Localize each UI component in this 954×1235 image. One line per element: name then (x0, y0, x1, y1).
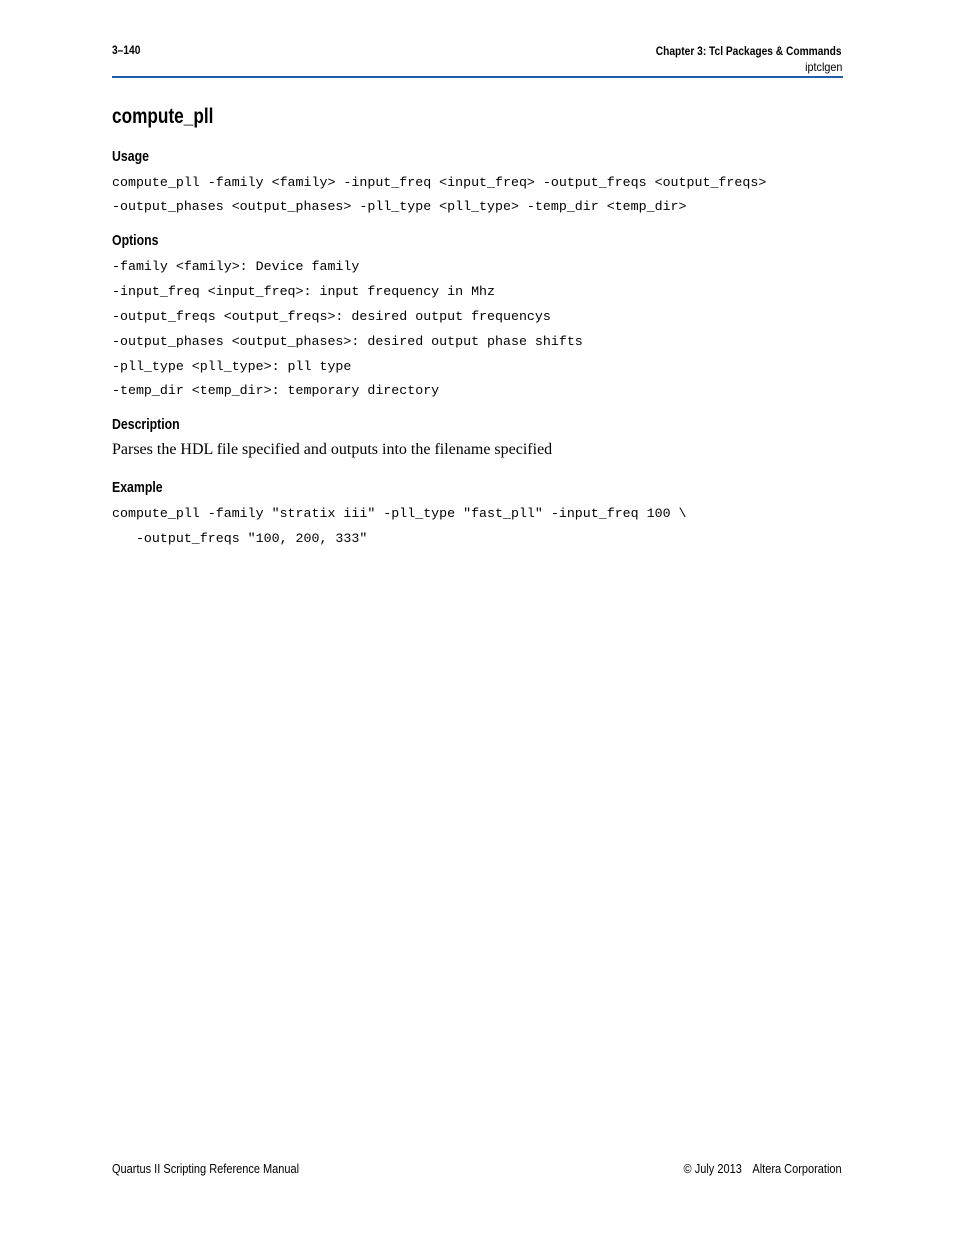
example-heading: Example (112, 479, 163, 496)
example-line: compute_pll -family "stratix iii" -pll_type "fast_pll" -input_freq 100 \ (112, 506, 687, 521)
options-heading: Options (112, 232, 159, 249)
company-name: Altera Corporation (752, 1162, 842, 1176)
page-number: 3–140 (112, 43, 141, 57)
footer-right (662, 1162, 842, 1176)
command-title: compute_pll (112, 105, 214, 128)
option-line-pll-type: -pll_type <pll_type>: pll type (112, 359, 352, 374)
copyright-date: © July 2013 (683, 1162, 743, 1176)
option-line-input-freq: -input_freq <input_freq>: input frequency in Mhz (112, 284, 496, 299)
option-line-output-freqs: -output_freqs <output_freqs>: desired output frequencys (112, 309, 551, 324)
option-line-family: -family <family>: Device family (112, 259, 360, 274)
usage-line: compute_pll -family <family> -input_freq <input_freq> -output_freqs <output_freqs> (112, 175, 767, 190)
section-name: iptclgen (804, 60, 842, 74)
description-heading: Description (112, 416, 180, 433)
chapter-title: Chapter 3: Tcl Packages & Commands (656, 44, 842, 58)
option-line-temp-dir: -temp_dir <temp_dir>: temporary directory (112, 383, 440, 398)
running-header (623, 43, 842, 75)
option-line-output-phases: -output_phases <output_phases>: desired output phase shifts (112, 334, 583, 349)
example-line: -output_freqs "100, 200, 333" (112, 531, 368, 546)
usage-line: -output_phases <output_phases> -pll_type <pll_type> -temp_dir <temp_dir> (112, 199, 687, 214)
description-text: Parses the HDL file specified and outputs into the filename specified (112, 441, 553, 458)
usage-heading: Usage (112, 148, 149, 165)
header-rule (112, 76, 843, 78)
manual-title: Quartus II Scripting Reference Manual (112, 1162, 300, 1176)
